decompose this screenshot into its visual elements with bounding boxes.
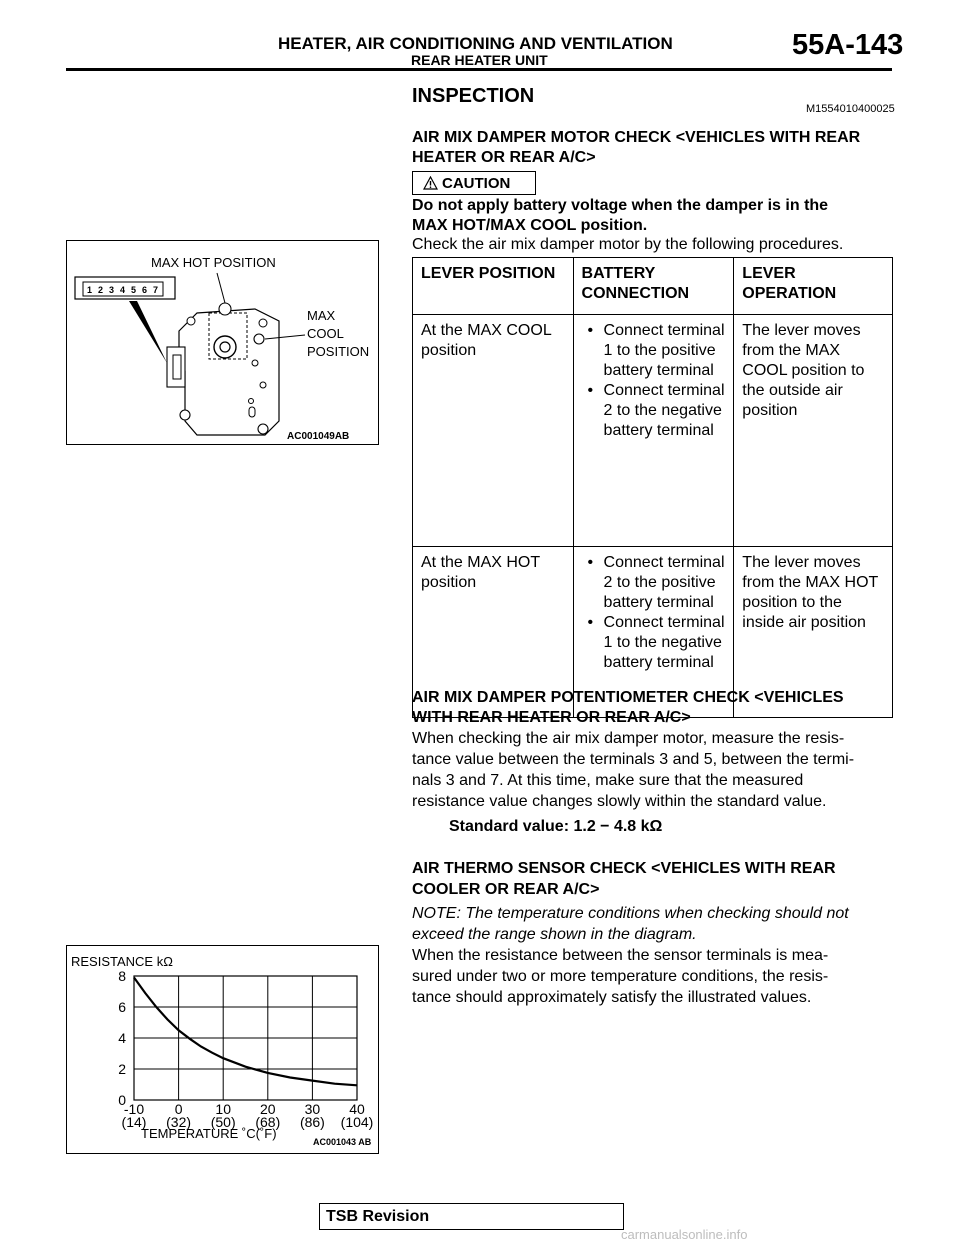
connection-item: • Connect terminal 1 to the negative battery terminal [604, 613, 726, 673]
x-tick-label-f: (86) [299, 1114, 325, 1130]
inspection-code: M1554010400025 [806, 103, 895, 115]
col-lever-operation: LEVER OPERATION [734, 258, 893, 315]
inspection-heading: INSPECTION [412, 85, 535, 107]
section3-text-line2: sured under two or more temperature conditions, the resis- [412, 968, 829, 985]
header-subtitle: REAR HEATER UNIT [411, 52, 548, 68]
table-row [413, 315, 893, 547]
thermo-sensor-chart [66, 945, 379, 1154]
section2-text-line1: When checking the air mix damper motor, measure the resis- [412, 730, 845, 747]
warning-icon [423, 176, 438, 190]
header-title: HEATER, AIR CONDITIONING AND VENTILATION [278, 34, 673, 53]
pin-label: 2 [98, 285, 104, 295]
pin-label: 5 [131, 285, 137, 295]
section3-text-line3: tance should approximately satisfy the illustrated values. [412, 989, 812, 1006]
procedure-table [412, 257, 893, 718]
section2-heading-line2: WITH REAR HEATER OR REAR A/C> [412, 709, 691, 726]
x-tick-label-f: (68) [255, 1114, 281, 1130]
x-tick-label-f: (50) [210, 1114, 236, 1130]
pin-label: 7 [153, 285, 159, 295]
section1-heading-line1: AIR MIX DAMPER MOTOR CHECK <VEHICLES WITH REAR [412, 129, 861, 146]
position-label: POSITION [307, 344, 370, 359]
section2-text-line4: resistance value changes slowly within the standard value. [412, 793, 827, 810]
section3-heading-line2: COOLER OR REAR A/C> [412, 881, 600, 898]
cell-position: At the MAX HOT position [413, 547, 574, 718]
x-tick-label-f: (104) [340, 1114, 374, 1130]
y-tick-label: 2 [118, 1061, 126, 1077]
chart-xlabel: TEMPERATURE ˚C(˚F) [141, 1126, 277, 1141]
section2-text-line3: nals 3 and 7. At this time, make sure that the measured [412, 772, 804, 789]
damper-motor-figure [66, 240, 379, 445]
cell-connection [573, 315, 734, 547]
cell-operation: The lever moves from the MAX HOT position to the inside air position [734, 547, 893, 718]
x-tick-label: 0 [174, 1101, 183, 1117]
y-tick-label: 4 [118, 1030, 126, 1046]
section2-text-line2: tance value between the terminals 3 and 5, between the termi- [412, 751, 855, 768]
x-tick-label: 10 [215, 1101, 231, 1117]
x-tick-label-f: (14) [121, 1114, 147, 1130]
x-tick-label-f: (32) [166, 1114, 192, 1130]
pin-label: 4 [120, 285, 126, 295]
x-tick-label: 40 [349, 1101, 365, 1117]
max-hot-label: MAX HOT POSITION [151, 255, 276, 270]
col-lever-position: LEVER POSITION [413, 258, 574, 315]
figure1-id: AC001049AB [287, 431, 350, 442]
section2-heading-line1: AIR MIX DAMPER POTENTIOMETER CHECK <VEHICLES [412, 689, 844, 706]
section3-text-line1: When the resistance between the sensor terminals is mea- [412, 947, 829, 964]
connection-item: • Connect terminal 1 to the positive battery terminal [604, 321, 726, 381]
y-tick-label: 8 [118, 968, 126, 984]
max-label: MAX [307, 308, 336, 323]
connection-item: • Connect terminal 2 to the negative battery terminal [604, 381, 726, 441]
pin-label: 6 [142, 285, 148, 295]
cell-operation: The lever moves from the MAX COOL position to the outside air position [734, 315, 893, 547]
x-tick-label: -10 [123, 1101, 145, 1117]
procedure-intro: Check the air mix damper motor by the following procedures. [412, 236, 844, 253]
connection-item: • Connect terminal 2 to the positive battery terminal [604, 553, 726, 613]
section3-heading-line1: AIR THERMO SENSOR CHECK <VEHICLES WITH REAR [412, 860, 836, 877]
tsb-revision-box [319, 1203, 624, 1230]
tsb-revision-label: TSB Revision [326, 1207, 430, 1225]
figure2-id: AC001043 AB [313, 1137, 372, 1147]
header-rule [66, 68, 892, 71]
caution-text-line2: MAX HOT/MAX COOL position. [412, 217, 648, 234]
pin-label: 3 [109, 285, 115, 295]
damper-motor-illustration [67, 241, 378, 444]
cool-label: COOL [307, 326, 344, 341]
resistance-chart-svg [67, 946, 378, 1153]
table-header-row [413, 258, 893, 315]
x-tick-label: 30 [304, 1101, 321, 1117]
y-tick-label: 6 [118, 999, 126, 1015]
section1-heading-line2: HEATER OR REAR A/C> [412, 149, 596, 166]
standard-value: Standard value: 1.2 − 4.8 kΩ [449, 818, 663, 835]
caution-box [412, 171, 536, 195]
section3-note-line1: NOTE: The temperature conditions when checking should not [412, 905, 849, 922]
cell-position: At the MAX COOL position [413, 315, 574, 547]
y-tick-label: 0 [118, 1092, 126, 1108]
caution-text-line1: Do not apply battery voltage when the damper is in the [412, 197, 829, 214]
section3-note-line2: exceed the range shown in the diagram. [412, 926, 697, 943]
col-battery-connection: BATTERY CONNECTION [573, 258, 734, 315]
pin-label: 1 [87, 285, 93, 295]
x-tick-label: 20 [260, 1101, 276, 1117]
page-code: 55A-143 [792, 29, 904, 61]
caution-label: CAUTION [442, 174, 511, 192]
watermark: carmanualsonline.info [621, 1227, 748, 1242]
chart-ylabel: RESISTANCE kΩ [71, 954, 173, 969]
